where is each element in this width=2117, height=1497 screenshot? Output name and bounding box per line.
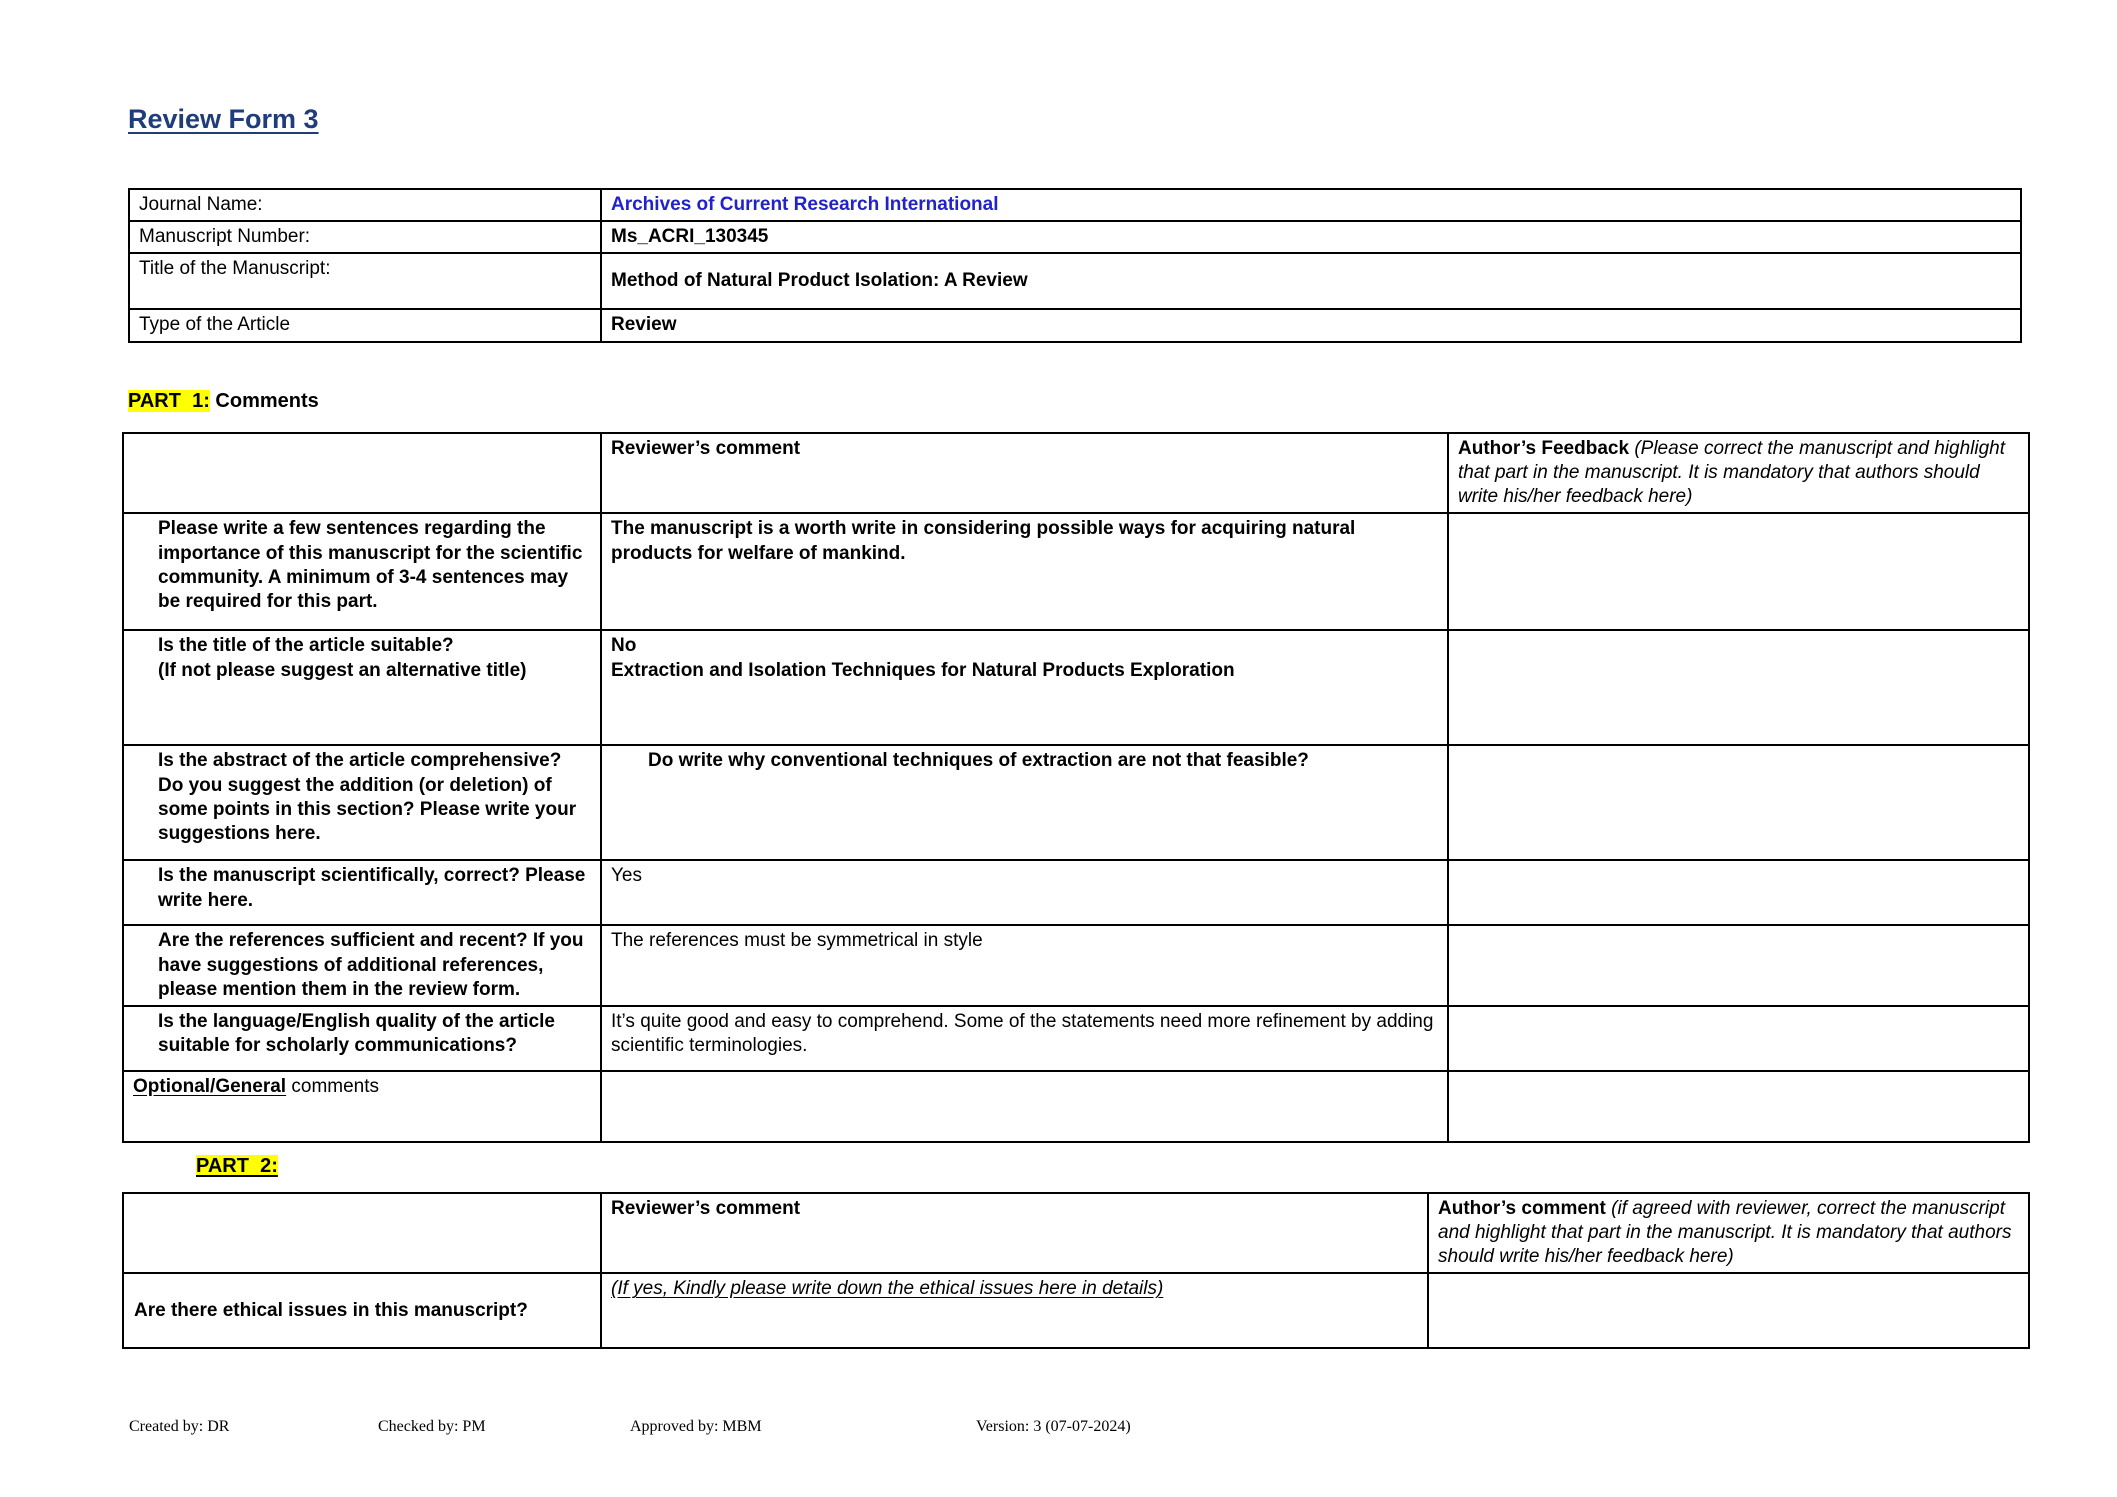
table-row: [123, 1273, 2029, 1348]
table-header-row: [123, 1193, 2029, 1273]
reviewer-comment-cell: [601, 1273, 1428, 1348]
info-label-manuscript-number: Manuscript Number:: [129, 221, 601, 253]
reviewer-comment-cell: The references must be symmetrical in style: [601, 925, 1448, 1005]
ethical-issues-instruction: (If yes, Kindly please write down the ethical issues here in details): [611, 1278, 1164, 1300]
table-row: [123, 745, 2029, 860]
question-line: Is the title of the article suitable?: [158, 635, 454, 657]
table-row: [129, 253, 2021, 309]
author-feedback-cell: [1448, 1006, 2029, 1071]
author-feedback-cell: [1448, 925, 2029, 1005]
table-row: [123, 513, 2029, 630]
question-scientifically-correct: Is the manuscript scientifically, correct? Please write here.: [123, 860, 601, 925]
part2-heading-highlight: PART 2:: [196, 1155, 278, 1177]
part1-heading-rest: Comments: [215, 390, 319, 412]
info-value-journal: Archives of Current Research International: [601, 189, 2021, 221]
optional-general-underlined: Optional/General: [133, 1075, 287, 1097]
header-question-cell: [123, 1193, 601, 1273]
info-label-title: Title of the Manuscript:: [129, 253, 601, 309]
author-feedback-cell: [1448, 1071, 2029, 1142]
reviewer-comment-cell: Yes: [601, 860, 1448, 925]
header-author-feedback-title: Author’s Feedback: [1458, 438, 1635, 459]
question-references: Are the references sufficient and recent? If you have suggestions of additional references, please mention them in the review form.: [123, 925, 601, 1005]
header-author-comment-note: (if agreed with reviewer, correct the manuscript and highlight that part in the manuscript. It is mandatory that authors should write his/her feedback here): [1438, 1198, 2012, 1268]
comment-line: Extraction and Isolation Techniques for Natural Products Exploration: [611, 659, 1235, 681]
table-row: [123, 1071, 2029, 1142]
header-author-comment: [1428, 1193, 2029, 1273]
question-abstract: Is the abstract of the article comprehensive? Do you suggest the addition (or deletion) of some points in this section? Please write your suggestions here.: [123, 745, 601, 860]
author-feedback-cell: [1448, 630, 2029, 745]
header-author-feedback-note: (Please correct the manuscript and highlight that part in the manuscript. It is mandatory that authors should write his/her feedback here): [1458, 438, 2006, 508]
table-row: [129, 221, 2021, 253]
table-header-row: [123, 433, 2029, 513]
author-feedback-cell: [1448, 860, 2029, 925]
header-reviewer-comment: Reviewer’s comment: [601, 433, 1448, 513]
info-label-journal: Journal Name:: [129, 189, 601, 221]
header-author-comment-title: Author’s comment: [1438, 1198, 1612, 1219]
question-ethical-issues: Are there ethical issues in this manuscript?: [123, 1273, 601, 1348]
footer-approved-by: Approved by: MBM: [630, 1418, 762, 1435]
table-row: [123, 925, 2029, 1005]
comment-line: No: [611, 635, 637, 657]
footer-version: Version: 3 (07-07-2024): [976, 1418, 1131, 1435]
reviewer-comment-cell: It’s quite good and easy to comprehend. Some of the statements need more refinement by adding scientific terminologies.: [601, 1006, 1448, 1071]
info-value-manuscript-number: Ms_ACRI_130345: [601, 221, 2021, 253]
question-title-suitable: [123, 630, 601, 745]
table-row: [123, 1006, 2029, 1071]
table-row: [129, 189, 2021, 221]
footer-checked-by: Checked by: PM: [378, 1418, 486, 1435]
author-comment-cell: [1428, 1273, 2029, 1348]
reviewer-comment-cell: The manuscript is a worth write in considering possible ways for acquiring natural products for welfare of mankind.: [601, 513, 1448, 630]
part2-ethics-table: [122, 1192, 2030, 1349]
part1-heading: [128, 390, 319, 413]
question-importance: Please write a few sentences regarding the importance of this manuscript for the scientific community. A minimum of 3-4 sentences may be required for this part.: [123, 513, 601, 630]
header-author-feedback: [1448, 433, 2029, 513]
header-reviewer-comment: Reviewer’s comment: [601, 1193, 1428, 1273]
optional-general-rest: comments: [286, 1075, 380, 1097]
info-value-title: Method of Natural Product Isolation: A Review: [601, 253, 2021, 309]
info-label-article-type: Type of the Article: [129, 309, 601, 342]
question-line: (If not please suggest an alternative title): [158, 659, 527, 681]
reviewer-comment-cell: [601, 1071, 1448, 1142]
part1-comments-table: [122, 432, 2030, 1143]
table-row: [129, 309, 2021, 342]
part1-heading-highlight: PART 1:: [128, 390, 210, 412]
manuscript-info-table: [128, 188, 2022, 343]
footer-created-by: Created by: DR: [129, 1418, 230, 1435]
question-language-quality: Is the language/English quality of the article suitable for scholarly communications?: [123, 1006, 601, 1071]
table-row: [123, 860, 2029, 925]
author-feedback-cell: [1448, 745, 2029, 860]
info-value-article-type: Review: [601, 309, 2021, 342]
part2-heading: [196, 1155, 278, 1178]
author-feedback-cell: [1448, 513, 2029, 630]
reviewer-comment-cell: [601, 630, 1448, 745]
optional-general-label: [123, 1071, 601, 1142]
header-question-cell: [123, 433, 601, 513]
reviewer-comment-cell: Do write why conventional techniques of extraction are not that feasible?: [601, 745, 1448, 860]
page-title: Review Form 3: [128, 104, 319, 134]
table-row: [123, 630, 2029, 745]
